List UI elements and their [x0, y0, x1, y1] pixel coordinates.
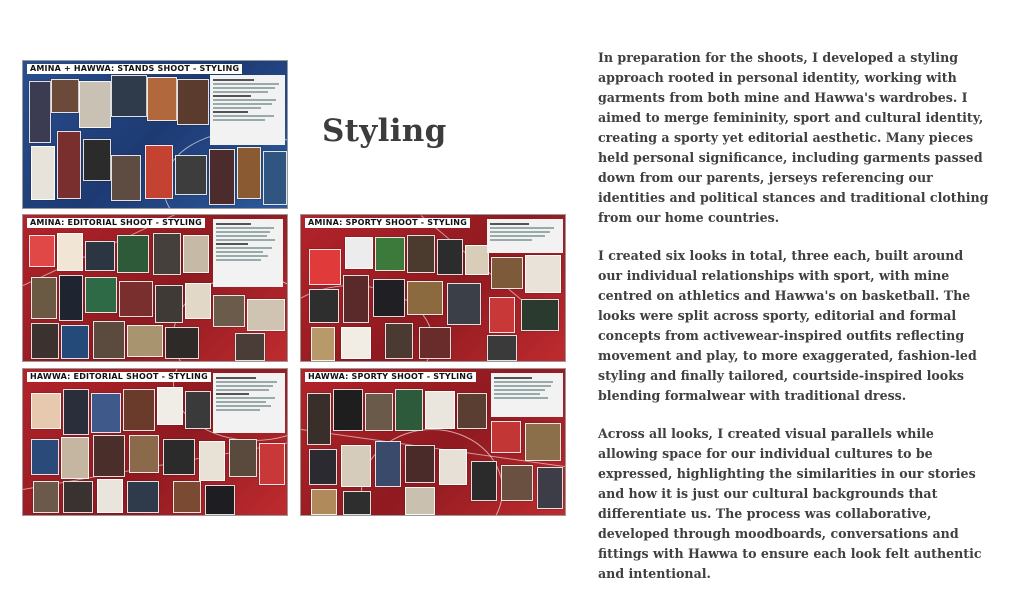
- moodboard-photo: [247, 299, 285, 331]
- moodboard-photo: [525, 255, 561, 293]
- moodboard-photo: [91, 393, 121, 433]
- moodboard-stands-shoot: [22, 60, 288, 209]
- page-title: Styling: [322, 113, 447, 149]
- moodboard-photo: [537, 467, 563, 509]
- paragraph: Across all looks, I created visual parallels while allowing space for our individual cultures to be expressed, highlighting the similarities in our stories and how it is just our cultural backgrounds that differentiate us. The process was collaborative, developed through moodboards, conversations and fittings with Hawwa to ensure each look felt authentic and intentional.: [598, 426, 982, 581]
- moodboard-photo: [111, 155, 141, 201]
- moodboard-photo: [385, 323, 413, 359]
- moodboard-photo: [63, 481, 93, 513]
- moodboard-photo: [153, 233, 181, 275]
- body-text: [598, 48, 990, 602]
- moodboard-photo: [205, 485, 235, 515]
- moodboard-photo: [471, 461, 497, 501]
- moodboard-photo: [93, 321, 125, 359]
- moodboard-photo: [309, 289, 339, 323]
- moodboard-photo: [213, 295, 245, 327]
- moodboard-amina-editorial: [22, 214, 288, 362]
- moodboard-photo: [439, 449, 467, 485]
- moodboard-label: AMINA: SPORTY SHOOT - STYLING: [305, 218, 470, 228]
- moodboard-photo: [59, 275, 83, 321]
- moodboard-photo: [521, 299, 559, 331]
- moodboard-photo: [93, 435, 125, 477]
- moodboard-label: HAWWA: SPORTY SHOOT - STYLING: [305, 372, 476, 382]
- moodboard-notes: [491, 373, 563, 417]
- moodboard-photo: [311, 327, 335, 361]
- moodboard-photo: [487, 335, 517, 361]
- moodboard-photo: [491, 257, 523, 289]
- moodboard-photo: [185, 283, 211, 319]
- moodboard-amina-sporty: [300, 214, 566, 362]
- moodboard-photo: [501, 465, 533, 501]
- moodboard-photo: [405, 445, 435, 483]
- moodboard-photo: [97, 479, 123, 513]
- moodboard-photo: [259, 443, 285, 485]
- moodboard-photo: [365, 393, 393, 431]
- moodboard-photo: [173, 481, 201, 513]
- moodboard-photo: [129, 435, 159, 473]
- moodboard-photo: [79, 81, 111, 128]
- moodboard-hawwa-sporty: [300, 368, 566, 516]
- moodboard-photo: [57, 233, 83, 271]
- moodboard-photo: [31, 277, 57, 319]
- moodboard-photo: [407, 281, 443, 315]
- moodboard-photo: [33, 481, 59, 513]
- moodboard-photo: [345, 237, 373, 269]
- moodboard-photo: [165, 327, 199, 359]
- moodboard-label: HAWWA: EDITORIAL SHOOT - STYLING: [27, 372, 211, 382]
- moodboard-photo: [437, 239, 463, 275]
- moodboard-photo: [425, 391, 455, 429]
- moodboard-notes: [213, 219, 283, 287]
- moodboard-photo: [147, 77, 177, 121]
- moodboard-photo: [209, 149, 235, 205]
- moodboard-photo: [341, 327, 371, 359]
- moodboard-photo: [457, 393, 487, 429]
- moodboard-photo: [375, 441, 401, 487]
- moodboard-photo: [465, 245, 489, 275]
- moodboard-photo: [263, 151, 287, 205]
- moodboard-photo: [157, 387, 183, 425]
- moodboard-photo: [183, 235, 209, 273]
- moodboard-photo: [235, 333, 265, 361]
- moodboard-notes: [210, 75, 285, 145]
- moodboard-photo: [309, 249, 341, 285]
- moodboard-photo: [343, 491, 371, 515]
- moodboard-photo: [185, 391, 211, 429]
- moodboard-photo: [163, 439, 195, 475]
- moodboard-photo: [309, 449, 337, 485]
- moodboard-label: AMINA: EDITORIAL SHOOT - STYLING: [27, 218, 205, 228]
- moodboard-photo: [491, 421, 521, 453]
- moodboard-photo: [119, 281, 153, 317]
- moodboard-photo: [419, 327, 451, 359]
- paragraph: I created six looks in total, three each, built around our individual relationships with sport, with mine centred on athletics and Hawwa's on basketball. The looks were split across sporty, editorial and formal concepts from activewear-inspired outfits reflecting movement and play, to more exaggerated, fashion-led styling and finally tailored, courtside-inspired looks blending formalwear with traditional dress.: [598, 248, 977, 403]
- moodboard-photo: [63, 389, 89, 435]
- moodboard-photo: [175, 155, 207, 195]
- moodboard-photo: [405, 487, 435, 515]
- moodboard-photo: [311, 489, 337, 515]
- moodboard-photo: [57, 131, 81, 199]
- moodboard-photo: [307, 393, 331, 445]
- moodboard-photo: [31, 439, 59, 475]
- moodboard-notes: [213, 373, 285, 433]
- moodboard-photo: [199, 441, 225, 481]
- moodboard-photo: [61, 325, 89, 359]
- moodboard-photo: [117, 235, 149, 273]
- moodboard-photo: [51, 79, 79, 113]
- moodboard-label: AMINA + HAWWA: STANDS SHOOT - STYLING: [27, 64, 242, 74]
- moodboard-photo: [489, 297, 515, 333]
- moodboard-photo: [229, 439, 257, 477]
- moodboard-photo: [29, 81, 51, 143]
- moodboard-hawwa-editorial: [22, 368, 288, 516]
- moodboard-photo: [127, 325, 163, 357]
- moodboard-photo: [61, 437, 89, 479]
- moodboard-photo: [145, 145, 173, 199]
- moodboard-photo: [373, 279, 405, 317]
- moodboard-photo: [341, 445, 371, 487]
- moodboard-photo: [31, 323, 59, 359]
- moodboard-photo: [333, 389, 363, 431]
- moodboard-photo: [85, 277, 117, 313]
- moodboard-photo: [375, 237, 405, 271]
- moodboard-photo: [407, 235, 435, 273]
- moodboard-photo: [525, 423, 561, 461]
- moodboard-photo: [31, 393, 61, 429]
- moodboard-photo: [395, 389, 423, 431]
- moodboard-photo: [177, 79, 209, 125]
- moodboard-photo: [31, 146, 55, 200]
- moodboard-photo: [111, 75, 147, 117]
- moodboard-photo: [85, 241, 115, 271]
- paragraph: In preparation for the shoots, I developed a styling approach rooted in personal identity, working with garments from both mine and Hawwa's wardrobes. I aimed to merge femininity, sport and cultural identity, creating a sporty yet editorial aesthetic. Many pieces held personal significance, including garments passed down from our parents, jerseys referencing our identities and political stances and traditional clothing from our home countries.: [598, 50, 989, 225]
- moodboard-photo: [155, 285, 183, 323]
- moodboard-photo: [127, 481, 159, 513]
- moodboard-photo: [83, 139, 111, 181]
- moodboard-photo: [237, 147, 261, 199]
- moodboard-photo: [29, 235, 55, 267]
- moodboard-notes: [487, 219, 563, 253]
- moodboard-photo: [123, 389, 155, 431]
- moodboard-photo: [447, 283, 481, 325]
- moodboard-photo: [343, 275, 369, 323]
